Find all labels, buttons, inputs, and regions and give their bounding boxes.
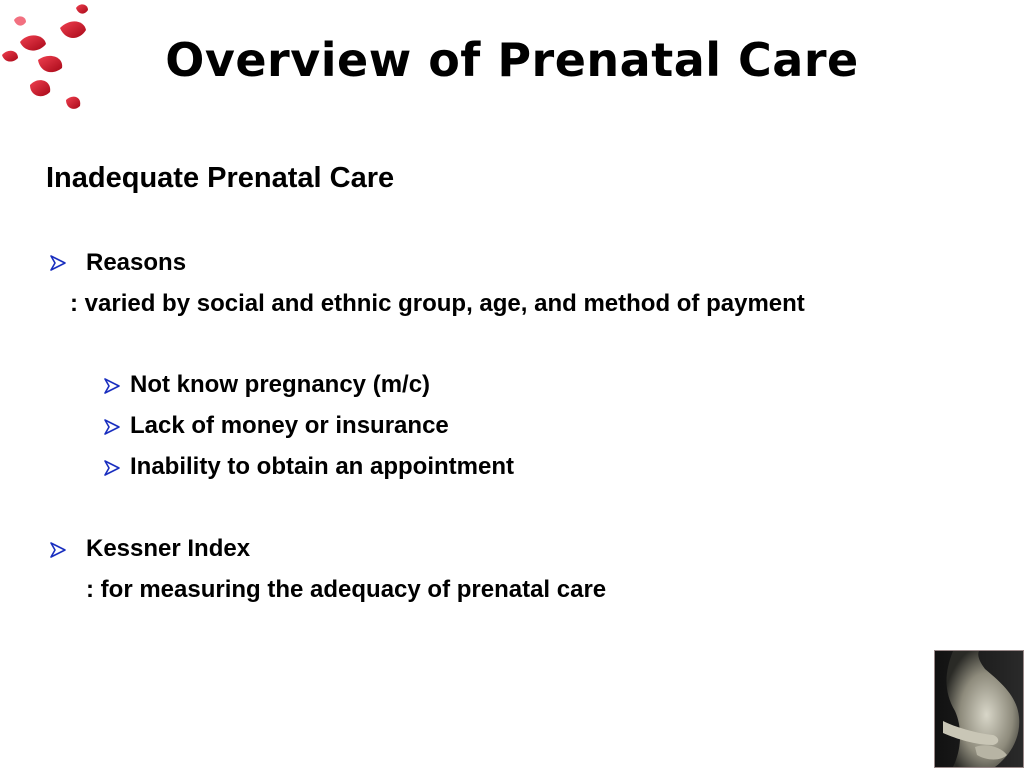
arrow-bullet-icon (48, 253, 68, 273)
arrow-bullet-icon (48, 540, 68, 560)
arrow-bullet-icon (102, 417, 122, 437)
kessner-heading: Kessner Index (86, 535, 251, 562)
reason-item: Lack of money or insurance (130, 412, 449, 439)
reasons-description: : varied by social and ethnic group, age, and method of payment (70, 290, 805, 317)
arrow-bullet-icon (102, 458, 122, 478)
slide-subtitle: Inadequate Prenatal Care (46, 162, 395, 194)
reason-item: Inability to obtain an appointment (130, 453, 514, 480)
pregnancy-photo (934, 650, 1024, 768)
slide-title: Overview of Prenatal Care (165, 33, 859, 87)
reasons-heading: Reasons (86, 249, 187, 276)
arrow-bullet-icon (102, 376, 122, 396)
reason-item: Not know pregnancy (m/c) (130, 371, 431, 398)
kessner-description: : for measuring the adequacy of prenatal care (86, 576, 607, 603)
